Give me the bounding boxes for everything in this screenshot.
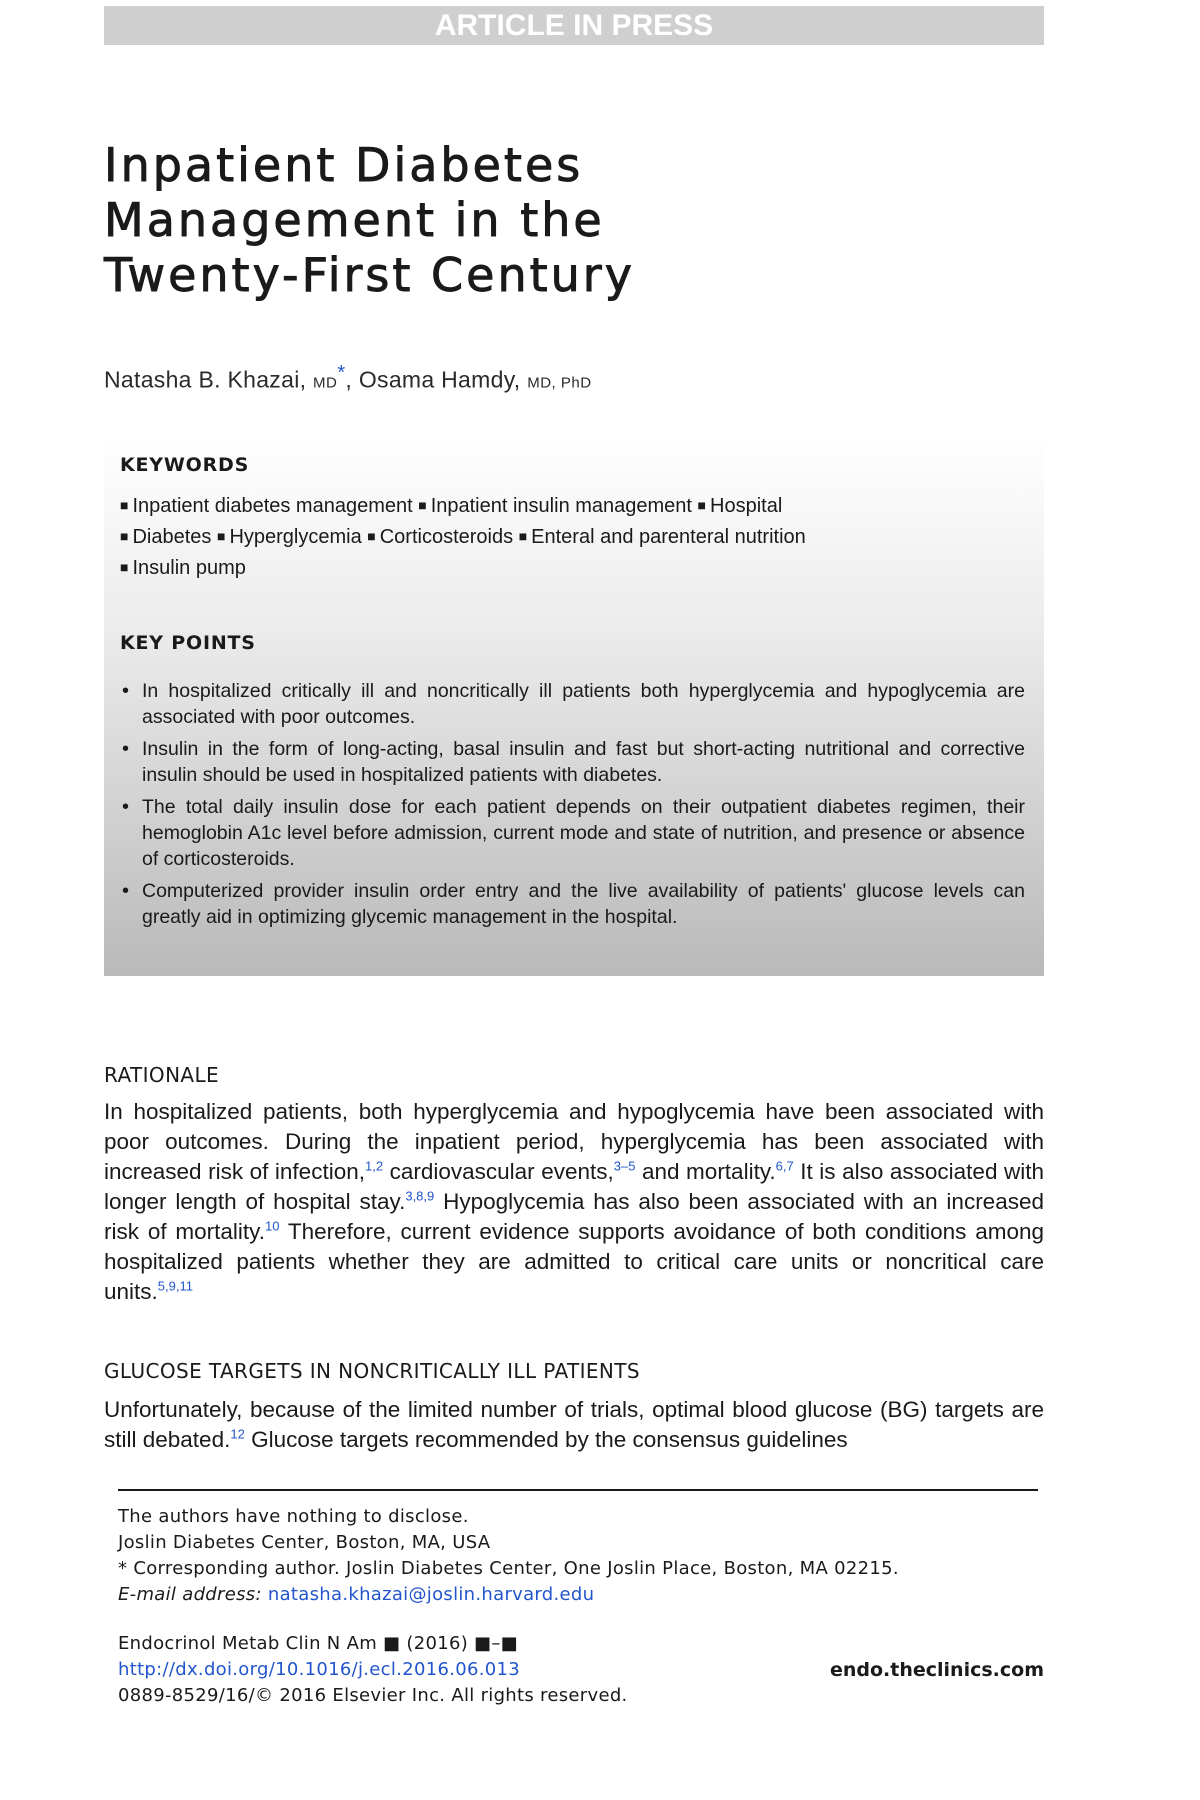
glucose-targets-paragraph [104,1395,1044,1455]
key-points-list [120,678,1025,936]
citation-link[interactable]: 3–5 [613,1158,636,1174]
glucose-text: Unfortunately, because of the limited number of trials, optimal blood glucose (BG) targets are still debated. [104,1397,1044,1452]
corresponding-author-note: * Corresponding author. Joslin Diabetes Center, One Joslin Place, Boston, MA 02215. [118,1558,899,1579]
bullet-square-icon: ■ [216,528,226,544]
journal-citation: Endocrinol Metab Clin N Am ■ (2016) ■–■ [118,1633,518,1654]
corresponding-author-mark[interactable]: * [337,362,346,384]
doi-link[interactable]: http://dx.doi.org/10.1016/j.ecl.2016.06.013 [118,1659,521,1680]
rationale-text: and mortality. [635,1159,776,1184]
key-point-item: • Computerized provider insulin order entry and the live availability of patients' glucose levels can greatly aid in optimizing glycemic management in the hospital. [120,878,1025,930]
rationale-text: Therefore, current evidence supports avoidance of both conditions among hospitalized patients whether they are admitted to critical care units or noncritical care units. [104,1219,1044,1304]
keywords-keypoints-box [104,436,1044,976]
author-name: Osama Hamdy, [358,366,521,393]
copyright-note: 0889-8529/16/© 2016 Elsevier Inc. All rights reserved. [118,1685,628,1706]
keywords-heading: KEYWORDS [120,454,250,476]
journal-website: endo.theclinics.com [829,1659,1044,1681]
key-point-item: • In hospitalized critically ill and noncritically ill patients both hyperglycemia and hypoglycemia are associated with poor outcomes. [120,678,1025,730]
glucose-targets-heading: GLUCOSE TARGETS IN NONCRITICALLY ILL PATIENTS [104,1359,641,1383]
citation-link[interactable]: 10 [265,1218,280,1234]
author-name: Natasha B. Khazai, [104,366,307,393]
citation-link[interactable]: 12 [230,1426,245,1442]
author-separator: , [345,366,353,393]
keyword: Insulin pump [132,557,246,579]
bullet-square-icon: ■ [120,559,129,575]
citation-link[interactable]: 6,7 [775,1158,794,1174]
citation-link[interactable]: 5,9,11 [157,1278,193,1294]
keyword: Hyperglycemia [229,526,362,548]
key-point-item: • Insulin in the form of long-acting, basal insulin and fast but short-acting nutritional and corrective insulin should be used in hospitalized patients with diabetes. [120,736,1025,788]
rationale-paragraph [104,1097,1044,1307]
email-label: E-mail address: [118,1584,262,1605]
email-link[interactable]: natasha.khazai@joslin.harvard.edu [267,1584,595,1605]
affiliation-note: Joslin Diabetes Center, Boston, MA, USA [118,1532,491,1553]
title-line-1: Inpatient Diabetes [104,138,584,192]
rationale-text: Hypoglycemia has also been associated with an increased risk of mortality. [104,1189,1044,1244]
keyword: Diabetes [132,526,212,548]
rationale-text: cardiovascular events, [383,1159,614,1184]
author-degree: MD [313,374,338,392]
keywords-line [120,552,1020,583]
citation-link[interactable]: 3,8,9 [405,1188,435,1204]
author-line [104,362,592,394]
keyword: Corticosteroids [379,526,514,548]
keyword: Inpatient insulin management [430,495,692,517]
title-line-3: Twenty-First Century [104,248,635,302]
bullet-square-icon: ■ [367,528,376,544]
bullet-square-icon: ■ [518,528,528,544]
rationale-text: In hospitalized patients, both hyperglycemia and hypoglycemia have been associated with poor outcomes. During the inpatient period, hyperglycemia has been associated with increased risk of infection, [104,1099,1044,1184]
keyword: Enteral and parenteral nutrition [531,526,806,548]
article-in-press-banner: ARTICLE IN PRESS [104,6,1044,45]
bullet-square-icon: ■ [120,528,129,544]
bullet-square-icon: ■ [697,497,707,513]
keywords-list [120,490,1020,583]
glucose-text: Glucose targets recommended by the consensus guidelines [244,1427,848,1452]
keyword: Hospital [710,495,783,517]
key-points-heading: KEY POINTS [120,632,256,654]
bullet-square-icon: ■ [418,497,427,513]
article-title [104,138,864,303]
author-degree: MD, PhD [527,374,592,392]
footnote-divider [118,1489,1038,1491]
email-line [118,1584,594,1605]
disclosure-note: The authors have nothing to disclose. [118,1506,469,1527]
keyword: Inpatient diabetes management [132,495,413,517]
keywords-line [120,490,1020,521]
bullet-square-icon: ■ [120,497,129,513]
citation-link[interactable]: 1,2 [364,1158,384,1174]
rationale-text: It is also associated with longer length of hospital stay. [104,1159,1045,1214]
title-line-2: Management in the [104,193,605,247]
rationale-heading: RATIONALE [104,1063,220,1087]
keywords-line [120,521,1020,552]
key-point-item: • The total daily insulin dose for each patient depends on their outpatient diabetes regimen, their hemoglobin A1c level before admission, current mode and state of nutrition, and presence or absence of corticosteroids. [120,794,1025,872]
